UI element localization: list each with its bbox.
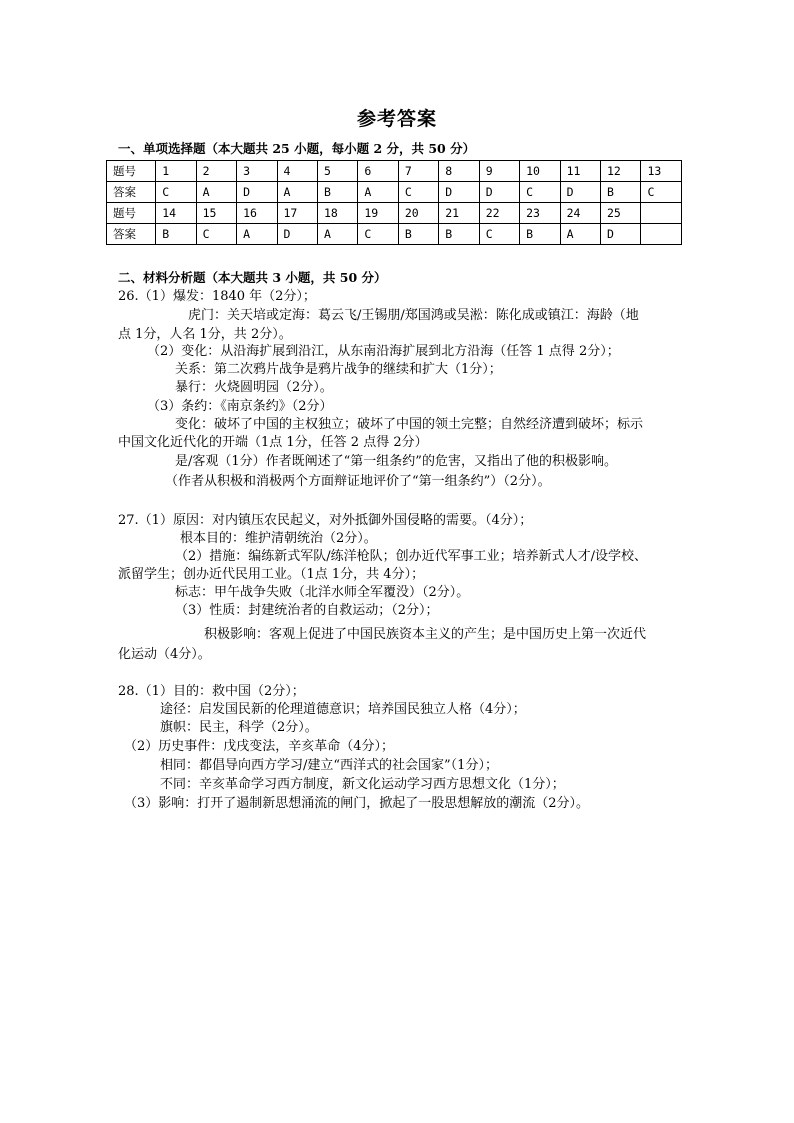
table-cell: 20 bbox=[398, 203, 438, 224]
table-cell: 18 bbox=[317, 203, 357, 224]
table-cell: 22 bbox=[479, 203, 519, 224]
table-cell: 17 bbox=[277, 203, 317, 224]
answer-line: 旗帜：民主，科学（2分）。 bbox=[160, 720, 318, 735]
section-heading-choice: 一、单项选择题（本大题共 25 小题，每小题 2 分，共 50 分） bbox=[118, 141, 476, 156]
answer-line: （3）影响：打开了遏制新思想涌流的闸门，掀起了一股思想解放的潮流（2分）。 bbox=[124, 796, 590, 811]
table-cell: D bbox=[439, 182, 479, 203]
answer-line: 变化：破坏了中国的主权独立；破坏了中国的领土完整；自然经济遭到破坏；标示 bbox=[175, 417, 644, 432]
section-heading-analysis: 二、材料分析题（本大题共 3 小题，共 50 分） bbox=[118, 270, 387, 285]
table-cell: B bbox=[317, 182, 357, 203]
table-row bbox=[107, 224, 682, 245]
answer-line: （3）性质：封建统治者的自救运动；（2分）； bbox=[175, 603, 439, 618]
table-cell: B bbox=[439, 224, 479, 245]
table-cell: C bbox=[156, 182, 196, 203]
table-cell: D bbox=[237, 182, 277, 203]
page-title: 参考答案 bbox=[356, 108, 437, 130]
answer-line: 化运动（4分）。 bbox=[118, 647, 211, 662]
table-cell: 21 bbox=[439, 203, 479, 224]
row-label: 题号 bbox=[107, 203, 156, 224]
table-row bbox=[107, 161, 682, 182]
table-cell: 23 bbox=[520, 203, 560, 224]
table-cell: 1 bbox=[156, 161, 196, 182]
table-cell: A bbox=[560, 224, 600, 245]
answer-line: 28.（1）目的：救中国（2分）； bbox=[118, 684, 305, 699]
answer-line: 点 1分，人名 1分，共 2分）。 bbox=[118, 327, 292, 342]
table-cell: C bbox=[520, 182, 560, 203]
table-cell: 4 bbox=[277, 161, 317, 182]
table-cell: B bbox=[520, 224, 560, 245]
table-cell: 8 bbox=[439, 161, 479, 182]
table-cell: 14 bbox=[156, 203, 196, 224]
answer-table bbox=[106, 160, 682, 245]
answer-line: 关系：第二次鸦片战争是鸦片战争的继续和扩大（1分）； bbox=[175, 362, 502, 377]
table-cell: 16 bbox=[237, 203, 277, 224]
row-label: 题号 bbox=[107, 161, 156, 182]
table-cell: D bbox=[560, 182, 600, 203]
table-cell: 6 bbox=[358, 161, 398, 182]
table-cell: D bbox=[277, 224, 317, 245]
table-cell: C bbox=[196, 224, 236, 245]
table-cell: A bbox=[317, 224, 357, 245]
answer-line: 根本目的：维护清朝统治（2分）。 bbox=[180, 531, 377, 546]
answer-line: （3）条约：《南京条约》（2分） bbox=[147, 399, 333, 414]
answer-line: （2）历史事件：戊戌变法，辛亥革命（4分）； bbox=[124, 739, 395, 754]
answer-line: （作者从积极和消极两个方面辩证地评价了“第一组条约”）（2分）。 bbox=[165, 474, 551, 489]
answer-line: 标志：甲午战争失败（北洋水师全军覆没）（2分）。 bbox=[175, 585, 470, 600]
answer-line: 不同：辛亥革命学习西方制度，新文化运动学习西方思想文化（1分）； bbox=[160, 777, 565, 792]
row-label: 答案 bbox=[107, 182, 156, 203]
table-cell: D bbox=[601, 224, 641, 245]
answer-line: 是/客观（1分）作者既阐述了“第一组条约”的危害，又指出了他的积极影响。 bbox=[175, 454, 617, 469]
table-cell bbox=[641, 203, 682, 224]
table-cell: C bbox=[398, 182, 438, 203]
table-cell: C bbox=[358, 224, 398, 245]
answer-line: （2）变化：从沿海扩展到沿江，从东南沿海扩展到北方沿海（任答 1 点得 2分）； bbox=[147, 344, 620, 359]
table-cell: A bbox=[277, 182, 317, 203]
table-cell: A bbox=[196, 182, 236, 203]
table-cell: 25 bbox=[601, 203, 641, 224]
table-cell: A bbox=[358, 182, 398, 203]
answer-line: 26.（1）爆发：1840 年（2分）； bbox=[118, 289, 316, 304]
table-cell: 2 bbox=[196, 161, 236, 182]
table-cell: 3 bbox=[237, 161, 277, 182]
table-cell: 7 bbox=[398, 161, 438, 182]
table-cell: D bbox=[479, 182, 519, 203]
answer-line: 途径：启发国民新的伦理道德意识；培养国民独立人格（4分）； bbox=[160, 702, 526, 717]
table-cell: 10 bbox=[520, 161, 560, 182]
row-label: 答案 bbox=[107, 224, 156, 245]
answer-line: 暴行：火烧圆明园（2分）。 bbox=[175, 380, 333, 395]
table-row bbox=[107, 203, 682, 224]
table-cell: 11 bbox=[560, 161, 600, 182]
answer-line: 派留学生；创办近代民用工业。（1点 1分，共 4分）； bbox=[118, 567, 425, 582]
table-cell: 12 bbox=[601, 161, 641, 182]
answer-line: 积极影响：客观上促进了中国民族资本主义的产生；是中国历史上第一次近代 bbox=[204, 627, 647, 642]
answer-line: 虎门：关天培或定海：葛云飞/王锡朋/郑国鸿或吴淞：陈化成或镇江：海龄（地 bbox=[188, 308, 639, 323]
table-cell: 15 bbox=[196, 203, 236, 224]
answer-line: 相同：都倡导向西方学习/建立“西洋式的社会国家”（1分）； bbox=[160, 758, 498, 773]
table-row bbox=[107, 182, 682, 203]
table-cell: A bbox=[237, 224, 277, 245]
table-cell: 24 bbox=[560, 203, 600, 224]
table-cell: 5 bbox=[317, 161, 357, 182]
answer-line: 27.（1）原因：对内镇压农民起义，对外抵御外国侵略的需要。（4分）； bbox=[118, 513, 533, 528]
table-cell: 9 bbox=[479, 161, 519, 182]
answer-line: 中国文化近代化的开端（1点 1分，任答 2 点得 2分） bbox=[118, 435, 428, 450]
table-cell: C bbox=[479, 224, 519, 245]
answer-line: （2）措施：编练新式军队/练洋枪队；创办近代军事工业；培养新式人才/设学校、 bbox=[175, 549, 648, 564]
table-cell: B bbox=[398, 224, 438, 245]
table-cell: C bbox=[641, 182, 682, 203]
table-cell: 19 bbox=[358, 203, 398, 224]
table-cell bbox=[641, 224, 682, 245]
table-cell: B bbox=[156, 224, 196, 245]
table-cell: 13 bbox=[641, 161, 682, 182]
table-cell: B bbox=[601, 182, 641, 203]
